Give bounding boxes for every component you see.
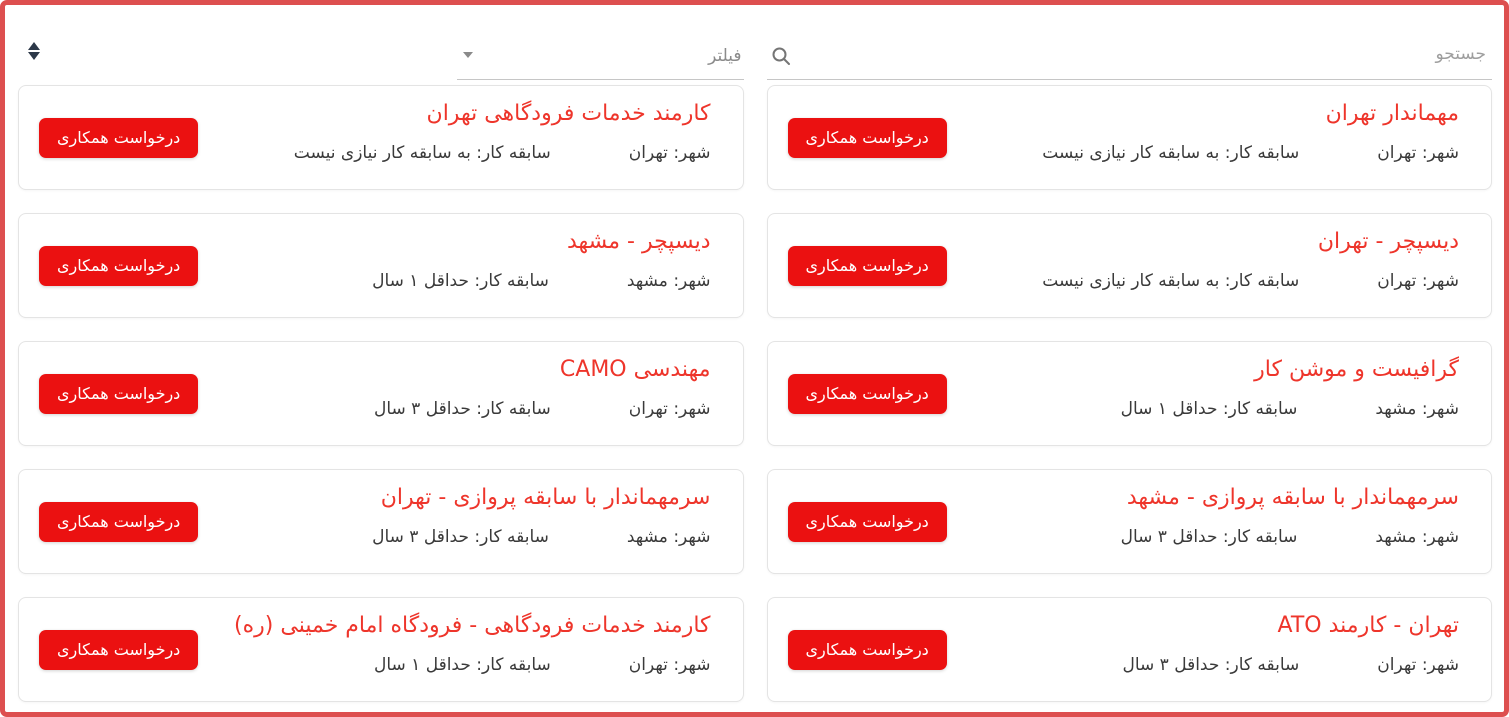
- job-title: دیسپچر - تهران: [1317, 229, 1459, 254]
- job-experience: سابقه کار: به سابقه کار نیازی نیست: [293, 143, 551, 163]
- job-list: [5, 80, 1504, 717]
- job-experience: سابقه کار: حداقل ۳ سال: [1120, 527, 1298, 547]
- job-card-text: [372, 483, 710, 560]
- apply-button[interactable]: درخواست همکاری: [39, 246, 198, 286]
- job-card: [767, 597, 1493, 702]
- job-card-text: [1121, 483, 1459, 560]
- job-card: [767, 85, 1493, 190]
- job-card-text: [374, 355, 711, 432]
- apply-button[interactable]: درخواست همکاری: [39, 502, 198, 542]
- job-experience: سابقه کار: حداقل ۳ سال: [373, 399, 551, 419]
- job-card-text: [234, 611, 710, 688]
- job-city: شهر: تهران: [628, 143, 711, 163]
- job-card: [767, 341, 1493, 446]
- search-icon: [771, 46, 791, 66]
- job-title: مهماندار تهران: [1325, 101, 1459, 126]
- job-experience: سابقه کار: حداقل ۱ سال: [373, 655, 551, 675]
- job-card-text: [1121, 355, 1459, 432]
- job-title: تهران - کارمند ATO: [1277, 613, 1459, 638]
- search-field: [767, 40, 1493, 80]
- job-card-text: [1042, 227, 1459, 304]
- job-city: شهر: تهران: [1377, 143, 1459, 163]
- job-card: [767, 469, 1493, 574]
- apply-button[interactable]: درخواست همکاری: [39, 374, 198, 414]
- left-toolbar: [18, 5, 744, 80]
- job-experience: سابقه کار: حداقل ۳ سال: [1122, 655, 1300, 675]
- apply-button[interactable]: درخواست همکاری: [788, 502, 947, 542]
- search-input[interactable]: [767, 40, 1493, 80]
- job-city: شهر: مشهد: [626, 527, 711, 547]
- apply-button[interactable]: درخواست همکاری: [788, 630, 947, 670]
- job-city: شهر: تهران: [628, 399, 711, 419]
- job-card: [18, 85, 744, 190]
- job-card-text: [294, 99, 711, 176]
- job-meta: [1121, 399, 1459, 419]
- job-title: گرافیست و موشن کار: [1254, 357, 1459, 382]
- filter-dropdown[interactable]: [457, 42, 744, 80]
- job-meta: [294, 143, 711, 163]
- job-card: [18, 213, 744, 318]
- apply-button[interactable]: درخواست همکاری: [39, 118, 198, 158]
- job-card-text: [372, 227, 710, 304]
- sort-arrows-icon[interactable]: [28, 42, 40, 60]
- job-title: سرمهماندار با سابقه پروازی - تهران: [380, 485, 711, 510]
- job-city: شهر: مشهد: [1375, 399, 1459, 419]
- job-experience: سابقه کار: حداقل ۱ سال: [372, 271, 549, 291]
- job-card: [18, 341, 744, 446]
- filter-label: فیلتر: [708, 45, 742, 66]
- job-city: شهر: مشهد: [1375, 527, 1459, 547]
- job-experience: سابقه کار: حداقل ۱ سال: [1120, 399, 1298, 419]
- job-city: شهر: تهران: [1377, 655, 1459, 675]
- job-title: کارمند خدمات فرودگاهی تهران: [426, 101, 711, 126]
- job-meta: [374, 399, 711, 419]
- job-title: سرمهماندار با سابقه پروازی - مشهد: [1126, 485, 1459, 510]
- job-experience: سابقه کار: به سابقه کار نیازی نیست: [1042, 271, 1300, 291]
- job-city: شهر: تهران: [1377, 271, 1459, 291]
- job-meta: [372, 527, 710, 547]
- apply-button[interactable]: درخواست همکاری: [788, 374, 947, 414]
- job-meta: [1042, 271, 1459, 291]
- job-card-text: [1042, 99, 1459, 176]
- job-meta: [372, 271, 710, 291]
- job-card: [18, 597, 744, 702]
- job-city: شهر: مشهد: [626, 271, 711, 291]
- job-card: [767, 213, 1493, 318]
- job-title: کارمند خدمات فرودگاهی - فرودگاه امام خمینی (ره): [234, 613, 711, 638]
- apply-button[interactable]: درخواست همکاری: [788, 246, 947, 286]
- job-city: شهر: تهران: [628, 655, 711, 675]
- job-title: مهندسی CAMO: [559, 357, 711, 382]
- job-card-text: [1122, 611, 1459, 688]
- job-title: دیسپچر - مشهد: [566, 229, 711, 254]
- job-meta: [1121, 527, 1459, 547]
- caret-down-icon: [463, 52, 473, 58]
- job-experience: سابقه کار: به سابقه کار نیازی نیست: [1042, 143, 1300, 163]
- apply-button[interactable]: درخواست همکاری: [788, 118, 947, 158]
- job-meta: [1122, 655, 1459, 675]
- job-meta: [374, 655, 711, 675]
- job-meta: [1042, 143, 1459, 163]
- toolbar: [5, 5, 1504, 80]
- apply-button[interactable]: درخواست همکاری: [39, 630, 198, 670]
- job-card: [18, 469, 744, 574]
- job-experience: سابقه کار: حداقل ۳ سال: [372, 527, 549, 547]
